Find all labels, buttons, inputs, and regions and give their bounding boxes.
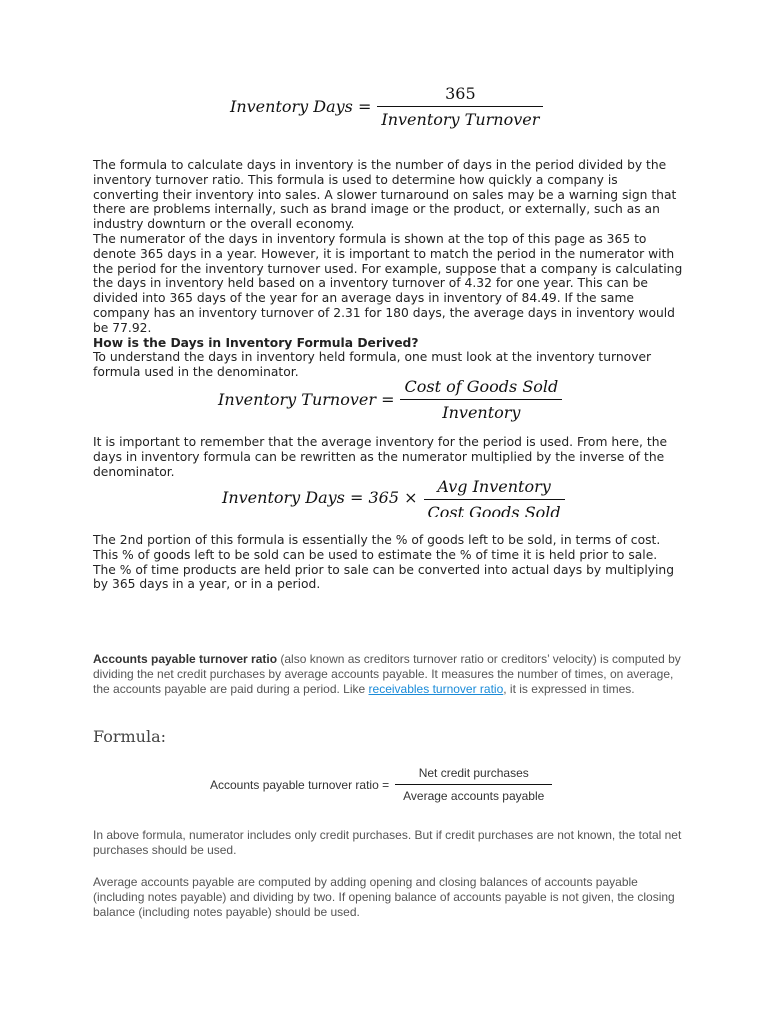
inventory-turnover-formula	[218, 377, 562, 422]
section-heading: How is the Days in Inventory Formula Derived?	[93, 335, 419, 350]
ap-turnover-formula	[210, 766, 552, 803]
accounts-payable-intro	[93, 652, 683, 697]
numerator-note	[93, 828, 683, 858]
formula-lhs: Inventory Days = 365 ×	[222, 487, 418, 507]
days-in-inventory-text	[93, 158, 683, 380]
paragraph: Average accounts payable are computed by adding opening and closing balances of accounts payable (including notes payable) and dividing by two. If opening balance of accounts payable is not given, the closing balance (including notes payable) should be used.	[93, 875, 675, 919]
average-payable-note	[93, 875, 683, 920]
paragraph: To understand the days in inventory held formula, one must look at the inventory turnover formula used in the denominator.	[93, 350, 652, 380]
inventory-days-rewritten-formula	[222, 477, 565, 517]
formula-numerator: 365	[445, 84, 476, 103]
receivables-turnover-link[interactable]: receivables turnover ratio	[368, 682, 504, 696]
ap-term: Accounts payable turnover ratio	[93, 652, 278, 666]
paragraph: It is important to remember that the average inventory for the period is used. From here, the days in inventory formula can be rewritten as the numerator multiplied by the inverse of the denominator.	[93, 435, 668, 479]
formula-fraction	[400, 377, 562, 422]
formula-denominator: Average accounts payable	[403, 789, 545, 803]
formula-fraction	[377, 84, 543, 129]
paragraph: The numerator of the days in inventory formula is shown at the top of this page as 365 to denote 365 days in a year. However, it is important to match the period in the numerator with the period for the inventory turnover used. For example, suppose that a company is calculating the days in inventory held based on a inventory turnover of 4.32 for one year. This can be divided into 365 days of the year for an average days in inventory of 84.49. If the same company has an inventory turnover of 2.31 for 180 days, the average days in inventory would be 77.92.	[93, 231, 683, 335]
ap-intro-text: (also known as creditors turnover ratio or creditors’ velocity) is computed by dividing the net credit purchases by average accounts payable. It measures the number of times, on average, the accounts payable are paid during a period. Like	[93, 652, 681, 696]
formula-lhs: Inventory Turnover =	[218, 390, 395, 409]
formula-denominator: Inventory Turnover	[381, 110, 540, 129]
inventory-days-formula	[230, 84, 543, 129]
ap-intro-end: , it is expressed in times.	[503, 682, 635, 696]
formula-fraction	[395, 766, 552, 803]
goods-left-text	[93, 533, 683, 592]
formula-lhs: Accounts payable turnover ratio =	[210, 777, 390, 792]
paragraph: The 2nd portion of this formula is essentially the % of goods left to be sold, in terms of cost. This % of goods left to be sold can be used to estimate the % of time it is held prior to sale. The % of time products are held prior to sale can be converted into actual days by multiplying by 365 days in a year, or in a period.	[93, 533, 675, 592]
average-inventory-text	[93, 435, 683, 479]
formula-numerator: Cost of Goods Sold	[404, 377, 559, 396]
formula-denominator: Cost Goods Sold	[427, 503, 561, 517]
formula-denominator: Inventory	[442, 403, 521, 422]
paragraph	[93, 652, 683, 697]
formula-numerator: Net credit purchases	[418, 766, 529, 780]
formula-heading: Formula:	[93, 727, 167, 746]
formula-numerator: Avg Inventory	[437, 477, 551, 496]
formula-fraction	[424, 477, 565, 517]
paragraph: The formula to calculate days in inventory is the number of days in the period divided by the inventory turnover ratio. This formula is used to determine how quickly a company is converting their inventory into sales. A slower turnaround on sales may be a warning sign that there are problems internally, such as brand image or the product, or externally, such as an industry downturn or the overall economy.	[93, 158, 677, 232]
paragraph: In above formula, numerator includes only credit purchases. But if credit purchases are not known, the total net purchases should be used.	[93, 828, 682, 857]
formula-lhs: Inventory Days =	[230, 97, 372, 116]
